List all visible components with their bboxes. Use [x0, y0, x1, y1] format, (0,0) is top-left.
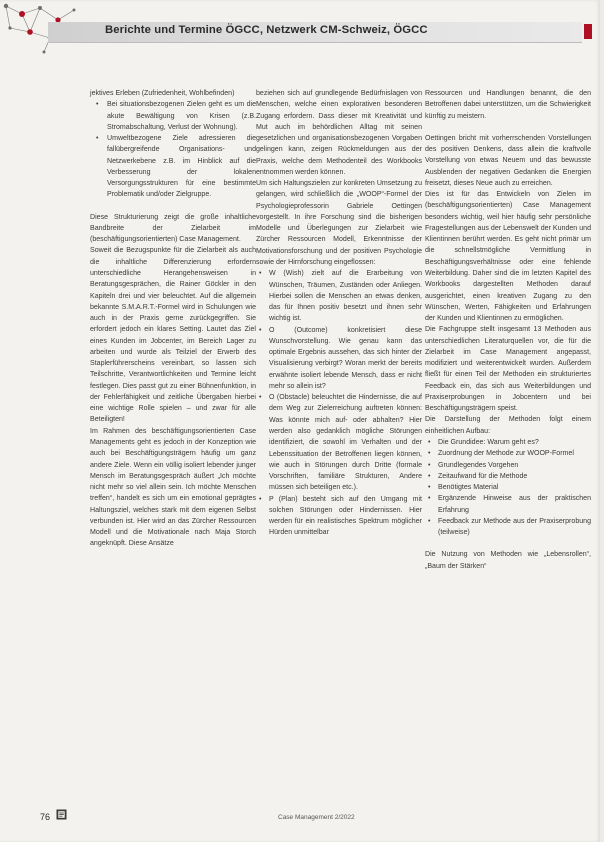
list-item: • O (Obstacle) beleuchtet die Hindernisse, die auf dem Weg zur Zielerreichung auftreten können: Was könnte mich auf- oder abhalten? Hier werden also gedanklich mögliche Störungen identifiziert, die sowohl im Verhalten und der Lebenssituation der Betroffenen liegen können, wie auch in Störungen durch Dritte (formale Vorschriften, familiäre Strukturen, Andere müssen sich beteiligen etc.).: [259, 394, 422, 492]
bullet-icon: •: [96, 135, 99, 143]
paragraph: Dies ist für das Entwickeln von Zielen im (beschäftigungsorientierten) Case Management besonders wichtig, weil hier häufig sehr persönliche Fragestellungen aus der Lebenswelt der Kunden und Klientinnen berührt werden. Es geht nicht primär um die schnellstmögliche Vermittlung in Beschäftigungsverhältnisse oder eine fehlende Weiterbildung. Daher sind die im letzten Kapitel des Workbooks dargestellten Methoden darauf ausgerichtet, einen kreativen Zugang zu den Wünschen, Werten, Fähigkeiten und Erfahrungen der Kunden und Klientinnen zu ermöglichen.: [425, 191, 591, 323]
bullet-icon: •: [428, 495, 431, 503]
page-number: 76: [40, 812, 51, 822]
bullet-icon: •: [96, 101, 99, 109]
text-column-2: [256, 88, 422, 539]
paragraph: Die Nutzung von Methoden wie „Lebensrollen“, „Baum der Stärken“: [425, 551, 591, 570]
list-item: • Grundlegendes Vorgehen: [425, 460, 591, 471]
list-item: • W (Wish) zielt auf die Erarbeitung von Wünschen, Träumen, Zuständen oder Anliegen. Hierbei sollen die Menschen an etwas denken, das für Ihnen positiv besetzt und ihnen sehr wichtig ist.: [259, 270, 422, 323]
list-item: • Zuordnung der Methode zur WOOP-Formel: [425, 448, 591, 459]
bullet-icon: •: [259, 495, 262, 503]
list-item: • O (Outcome) konkretisiert diese Wunschvorstellung. Wie genau kann das optimale Ergebnis aussehen, das sich hinter der Visualisierung verbirgt? Woran merkt der bereits erwähnte isoliert lebende Mensch, dass er nicht mehr so allein ist?: [259, 326, 422, 390]
list-item: • Umweltbezogene Ziele adressieren die fallübergreifende Organisations- und Netzwerkebene z.B. im Hinblick auf die Verbesserung der lokalen Versorgungsstrukturen für eine bestimmte Problematik und/oder Zielgruppe.: [96, 135, 256, 199]
paragraph: Um sich Haltungszielen zur konkreten Umsetzung zu gelangen, wird schließlich die „WOOP“-Formel der Psychologieprofessorin Gabriele Oettingen vorgestellt. In ihre Forschung sind die bisherigen Modelle und Überlegungen zur Zielarbeit wie Zürcher Ressourcen Modell, Erkenntnisse der Motivationsforschung und der positiven Psychologie sowie der Hirnforschung eingeflossen:: [256, 180, 422, 266]
bullet-icon: •: [259, 270, 262, 278]
paragraph: Oettingen bricht mit vorherrschenden Vorstellungen des positiven Denkens, dass allein die kraftvolle Vorstellung von etwas Neuem und das bewusste Ausblenden der negativen Gedanken die Energien freisetzt, dieses Neue auch zu erreichen.: [425, 134, 591, 187]
header-accent-mark: [584, 24, 592, 39]
bullet-icon: •: [428, 472, 431, 480]
paragraph: Die Darstellung der Methoden folgt einem einheitlichen Aufbau:: [425, 416, 591, 435]
bullet-icon: •: [428, 484, 431, 492]
bullet-icon: •: [259, 394, 262, 402]
list-item: • Ergänzende Hinweise aus der praktischen Erfahrung: [428, 495, 591, 514]
section-header-title: Berichte und Termine ÖGCC, Netzwerk CM-Schweiz, ÖGCC: [105, 24, 428, 36]
document-icon: [56, 809, 67, 820]
paragraph: jektives Erleben (Zufriedenheit, Wohlbefinden): [90, 90, 235, 97]
bullet-list: [256, 268, 422, 538]
text-column-3: [425, 88, 591, 572]
list-item: • Die Grundidee: Warum geht es?: [425, 437, 591, 448]
bullet-list: [425, 437, 591, 538]
paragraph: Soweit die Bezugspunkte für die Zielarbeit als auch die inhaltliche Differenzierung erfordern unterschiedliche Herangehensweisen in Beratungsgesprächen, die Rainer Göckler in den Kapiteln drei und vier beleuchtet. Auf die allgemein bekannte S.M.A.R.T.-Formel wird in Schulungen wie auch in der Praxis gerne zurückgegriffen. Sie erfordert jedoch ein klares Setting. Lautet das Ziel eines Kunden im Jobcenter, im Bereich Lager zu arbeiten und wurde als Teilziel der Erwerb des Staplerführerscheins vereinbart, so lassen sich Teilschritte, Verantwortlichkeiten und Termine leicht festlegen. Dies passt gut zu einer Bühnenfunktion, in der Fehlerfähigkeit und zeitliche Übergaben hierbei eine wichtige Rolle spielen – und zwar für alle Beteiligten!: [90, 247, 256, 424]
paragraph: Die Fachgruppe stellt insgesamt 13 Methoden aus unterschiedlichen Literaturquellen vor, die für die Zielarbeit im Case Management angepasst, modifiziert und weiterentwickelt wurden. Außerdem fließt für einen Teil der Methoden ein strukturiertes Feedback ein, das sich aus Weiterbildungen und Praxiserprobungen in Jobcentern und bei Beschäftigungsträgern speist.: [425, 326, 591, 413]
bullet-icon: •: [428, 438, 431, 446]
paragraph: Diese Strukturierung zeigt die große inhaltliche Bandbreite der Zielarbeit im (beschäftigungsorientierten) Case Management.: [90, 213, 256, 244]
paragraph: beziehen sich auf grundlegende Bedürfnislagen von Menschen, welche einen explorativen besonderen Zugang erfordern. Dass dieser mit Kreativität und Mut auch im behördlichen Alltag mit seinen gesetzlichen und organisationsbezogenen Vorgaben gelingen kann, zeigen Rückmeldungen aus der Praxis, welche dem Methodenteil des Workbooks entnommen werden können.: [256, 90, 422, 176]
list-item: • Benötigtes Material: [425, 482, 591, 493]
list-item: • Feedback zur Methode aus der Praxiserprobung (teilweise): [428, 517, 591, 537]
journal-name: Case Management 2/2022: [278, 814, 355, 821]
bullet-list: [90, 99, 256, 200]
bullet-icon: •: [428, 461, 431, 469]
bullet-icon: •: [428, 517, 431, 525]
paragraph: Im Rahmen des beschäftigungsorientierten Case Managements geht es jedoch in der Konzeption wie auch bei Beschäftigungsträgern häufig um ganz andere Ziele. Wenn ein völlig isoliert lebender junger Mensch im Beratungsgespräch äußert „Ich möchte nicht mehr so viel allein sein. Ich möchte Menschen treffen“, handelt es sich um ein emotional geprägtes Haltungsziel, welches stark mit dem eigenen Selbst verbunden ist. Hier wird an das Zürcher Ressourcen Modell und die Motivationale nach Maja Storch angeknüpft. Diese Ansätze: [90, 427, 256, 548]
list-item: • Zeitaufwand für die Methode: [425, 471, 591, 482]
paragraph: Ressourcen und Handlungen benannt, die den Betroffenen dabei unterstützen, um die Schwierigkeit künftig zu meistern.: [425, 90, 591, 120]
list-item: • P (Plan) besteht sich auf den Umgang mit solchen Störungen oder Hindernissen. Hier werden für ein realistisches Spektrum möglicher Hürden unmittelbar: [259, 495, 422, 537]
bullet-icon: •: [259, 326, 262, 334]
text-column-1: [90, 88, 256, 550]
list-item: • Bei situationsbezogenen Zielen geht es um die akute Bewältigung von Krisen (z.B. Stromabschaltung, Verlust der Wohnung).: [96, 101, 256, 131]
bullet-icon: •: [428, 450, 431, 458]
